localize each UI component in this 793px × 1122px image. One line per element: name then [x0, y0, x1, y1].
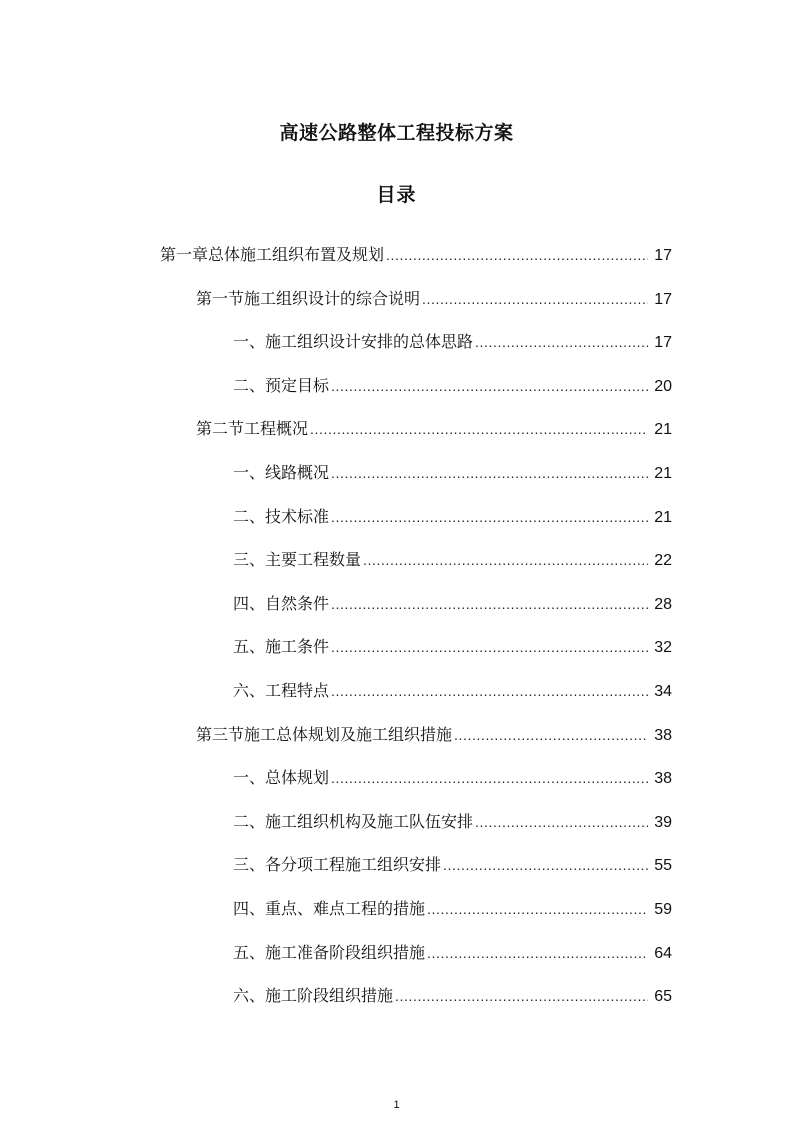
toc-entry-label: 一、施工组织设计安排的总体思路	[233, 332, 474, 352]
toc-entry[interactable]	[0, 722, 793, 766]
toc-entry-page: 21	[654, 508, 672, 526]
toc-entry[interactable]	[0, 460, 793, 504]
toc-entry[interactable]	[0, 940, 793, 984]
toc-entry-page: 39	[654, 813, 672, 831]
toc-entry-page: 17	[654, 334, 672, 352]
toc-entry-label: 六、工程特点	[233, 680, 330, 700]
toc-entry[interactable]	[0, 983, 793, 1027]
toc-entry-page: 34	[654, 682, 672, 700]
toc-entry-label: 二、施工组织机构及施工队伍安排	[233, 811, 474, 831]
dot-leader	[422, 291, 648, 307]
toc-entry-label: 五、施工条件	[233, 637, 330, 657]
toc-entry-page: 59	[654, 900, 672, 918]
dot-leader	[331, 639, 648, 655]
toc-entry[interactable]	[0, 373, 793, 417]
toc-entry-page: 20	[654, 377, 672, 395]
toc-entry-page: 64	[654, 944, 672, 962]
document-title: 高速公路整体工程投标方案	[279, 122, 514, 144]
toc-entry[interactable]	[0, 329, 793, 373]
dot-leader	[363, 552, 648, 568]
toc-entry-page: 17	[654, 290, 672, 308]
toc-entry[interactable]	[0, 416, 793, 460]
dot-leader	[331, 683, 648, 699]
toc-entry-label: 三、主要工程数量	[233, 550, 362, 570]
toc-entry-page: 21	[654, 421, 672, 439]
toc-entry[interactable]	[0, 591, 793, 635]
toc-entry-page: 38	[654, 770, 672, 788]
dot-leader	[395, 988, 648, 1004]
toc-entry-label: 一、总体规划	[233, 768, 330, 788]
toc-entry[interactable]	[0, 547, 793, 591]
toc-entry-label: 五、施工准备阶段组织措施	[233, 942, 426, 962]
dot-leader	[331, 509, 648, 525]
dot-leader	[331, 465, 648, 481]
dot-leader	[454, 727, 648, 743]
toc-heading: 目录	[376, 184, 417, 206]
toc-entry[interactable]	[0, 765, 793, 809]
toc-entry-page: 28	[654, 595, 672, 613]
toc-entry-page: 32	[654, 639, 672, 657]
table-of-contents	[0, 242, 793, 1027]
dot-leader	[331, 770, 648, 786]
toc-entry-label: 四、自然条件	[233, 593, 330, 613]
toc-entry[interactable]	[0, 286, 793, 330]
toc-entry[interactable]	[0, 634, 793, 678]
toc-entry-page: 65	[654, 988, 672, 1006]
toc-entry-page: 55	[654, 857, 672, 875]
toc-entry-page: 22	[654, 552, 672, 570]
dot-leader	[427, 901, 648, 917]
toc-entry[interactable]	[0, 242, 793, 286]
toc-entry[interactable]	[0, 678, 793, 722]
dot-leader	[331, 378, 648, 394]
toc-entry-label: 一、线路概况	[233, 462, 330, 482]
dot-leader	[443, 857, 648, 873]
toc-entry-label: 第一章总体施工组织布置及规划	[160, 245, 385, 264]
dot-leader	[310, 421, 648, 437]
toc-entry-label: 三、各分项工程施工组织安排	[233, 855, 442, 875]
toc-entry-page: 21	[654, 464, 672, 482]
page-number: 1	[393, 1099, 400, 1111]
dot-leader	[475, 814, 648, 830]
toc-entry[interactable]	[0, 504, 793, 548]
dot-leader	[331, 596, 648, 612]
toc-entry-page: 17	[654, 247, 672, 264]
toc-entry[interactable]	[0, 896, 793, 940]
toc-entry-label: 第一节施工组织设计的综合说明	[196, 288, 421, 308]
toc-entry-label: 六、施工阶段组织措施	[233, 986, 394, 1006]
toc-entry-label: 第三节施工总体规划及施工组织措施	[196, 724, 453, 744]
toc-entry[interactable]	[0, 809, 793, 853]
dot-leader	[475, 334, 648, 350]
toc-entry-label: 二、技术标准	[233, 506, 330, 526]
toc-entry[interactable]	[0, 852, 793, 896]
toc-entry-label: 第二节工程概况	[196, 419, 309, 439]
toc-entry-page: 38	[654, 726, 672, 744]
toc-entry-label: 四、重点、难点工程的措施	[233, 898, 426, 918]
dot-leader	[427, 945, 648, 961]
dot-leader	[386, 247, 648, 263]
toc-entry-label: 二、预定目标	[233, 375, 330, 395]
